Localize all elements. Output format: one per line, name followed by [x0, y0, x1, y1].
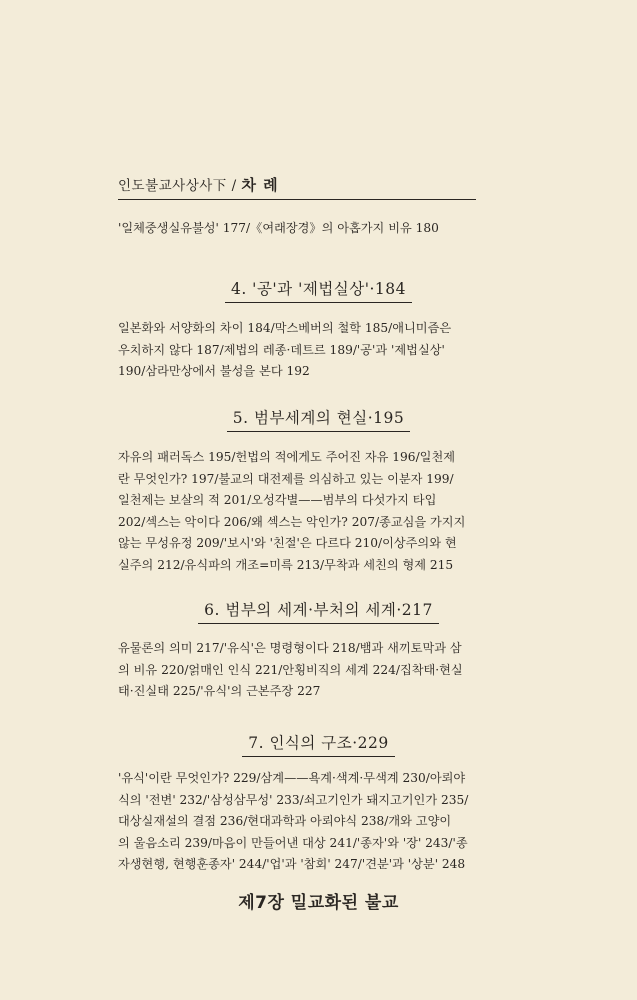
section-heading-text: 7. 인식의 구조·229 [242, 731, 395, 757]
section-body-6 [118, 638, 476, 703]
text-line: 일본화와 서양화의 차이 184/막스베버의 철학 185/애니미즘은 [118, 321, 452, 335]
section-body-7 [118, 768, 476, 876]
section-heading-7 [0, 731, 637, 757]
text-line: 대상실재설의 결점 236/현대과학과 아뢰야식 238/개와 고양이 [118, 814, 452, 828]
text-line: '일체중생실유불성' 177/《여래장경》의 아홉가지 비유 180 [118, 221, 439, 235]
text-line: 190/삼라만상에서 불성을 본다 192 [118, 364, 310, 378]
running-head-section: 차 례 [241, 176, 279, 194]
text-line: 의 비유 220/얽매인 인식 221/안횡비직의 세계 224/집착태·현실 [118, 662, 463, 677]
chapter-title: 제7장 밀교화된 불교 [238, 893, 399, 913]
text-line: 202/섹스는 악이다 206/왜 섹스는 악인가? 207/종교심을 가지지 [118, 514, 466, 529]
section-body-4 [118, 318, 476, 383]
running-head [118, 174, 476, 200]
section-heading-5 [0, 406, 637, 432]
text-line: 의 울음소리 239/마음이 만들어낸 대상 241/'종자'와 '장' 243/'종 [118, 835, 468, 850]
running-head-book: 인도불교사상사下 [118, 178, 227, 194]
section-heading-text: 4. '공'과 '제법실상'·184 [225, 277, 412, 303]
running-head-separator: / [226, 178, 242, 194]
text-line: 자생현행, 현행훈종자' 244/'업'과 '참회' 247/'견분'과 '상분' 248 [118, 857, 466, 871]
text-line: 자유의 패러독스 195/헌법의 적에게도 주어진 자유 196/일천제 [118, 450, 455, 464]
text-line: 일천제는 보살의 적 201/오성각별——범부의 다섯가지 타입 [118, 493, 437, 507]
section-body-5 [118, 447, 476, 576]
text-line: 실주의 212/유식파의 개조=미륵 213/무착과 세친의 형제 215 [118, 557, 454, 572]
intro-paragraph [118, 218, 476, 240]
section-heading-text: 6. 범부의 세계·부처의 세계·217 [198, 598, 439, 624]
section-heading-6 [0, 598, 637, 624]
section-heading-text: 5. 범부세계의 현실·195 [227, 406, 410, 432]
text-line: 식의 '전변' 232/'삼성삼무성' 233/쇠고기인가 돼지고기인가 235/ [118, 792, 469, 807]
text-line: '유식'이란 무엇인가? 229/삼계——욕계·색계·무색계 230/아뢰야 [118, 771, 466, 785]
text-line: 않는 무성유정 209/'보시'와 '친절'은 다르다 210/이상주의와 현 [118, 536, 457, 550]
section-heading-4 [0, 277, 637, 303]
text-line: 태·진실태 225/'유식'의 근본주장 227 [118, 684, 321, 698]
text-line: 란 무엇인가? 197/불교의 대전제를 의심하고 있는 이분자 199/ [118, 471, 454, 486]
text-line: 유물론의 의미 217/'유식'은 명령형이다 218/뱀과 새끼토막과 삼 [118, 641, 462, 655]
text-line: 우치하지 않다 187/제법의 레종·데트르 189/'공'과 '제법실상' [118, 342, 445, 357]
